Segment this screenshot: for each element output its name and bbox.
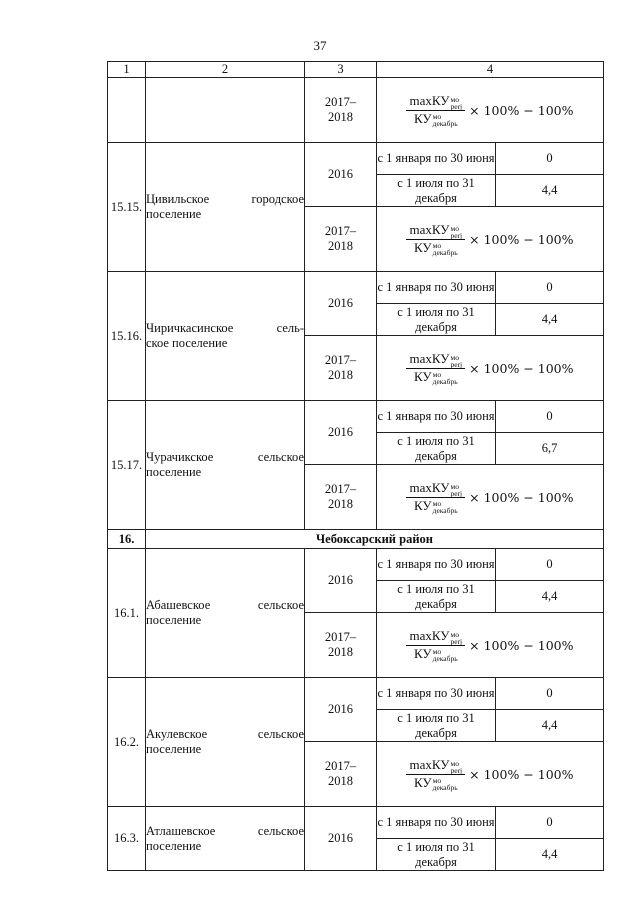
increase-value: 0 bbox=[496, 678, 604, 710]
period-range: с 1 января по 30 июня bbox=[377, 272, 496, 304]
period-range: с 1 января по 30 июня bbox=[377, 401, 496, 433]
period-range: с 1 июля по 31 декабря bbox=[377, 175, 496, 207]
settlement-name bbox=[146, 78, 305, 143]
increase-value: 0 bbox=[496, 143, 604, 175]
period-year: 2016 bbox=[305, 401, 377, 465]
period-range: с 1 января по 30 июня bbox=[377, 807, 496, 839]
increase-value: 0 bbox=[496, 549, 604, 581]
period-year: 2016 bbox=[305, 678, 377, 742]
period-range: с 1 июля по 31 декабря bbox=[377, 304, 496, 336]
period-range: с 1 января по 30 июня bbox=[377, 678, 496, 710]
period-range: с 1 июля по 31 декабря bbox=[377, 433, 496, 465]
formula-numerator: maxКУ мо perj bbox=[409, 480, 463, 498]
formula-tail: × 100% − 100% bbox=[469, 360, 574, 376]
increase-value: 4,4 bbox=[496, 710, 604, 742]
period-range: с 1 июля по 31 декабря bbox=[377, 839, 496, 871]
formula-cell bbox=[377, 465, 604, 530]
increase-formula bbox=[377, 93, 603, 126]
formula-fraction bbox=[406, 93, 465, 126]
period-years: 2017– 2018 bbox=[305, 613, 377, 678]
period-years: 2017– 2018 bbox=[305, 465, 377, 530]
period-year: 2016 bbox=[305, 807, 377, 871]
increase-value: 6,7 bbox=[496, 433, 604, 465]
period-range: с 1 января по 30 июня bbox=[377, 549, 496, 581]
formula-tail: × 100% − 100% bbox=[469, 102, 574, 118]
period-year: 2016 bbox=[305, 549, 377, 613]
formula-tail: × 100% − 100% bbox=[469, 231, 574, 247]
settlement-name: Атлашевское сельское поселение bbox=[146, 807, 305, 871]
period-years: 2017– 2018 bbox=[305, 78, 377, 143]
table-row bbox=[108, 272, 604, 304]
increase-value: 0 bbox=[496, 807, 604, 839]
formula-cell bbox=[377, 78, 604, 143]
settlement-name: Абашевское сельское поселение bbox=[146, 549, 305, 678]
increase-formula bbox=[377, 480, 603, 513]
period-years: 2017– 2018 bbox=[305, 336, 377, 401]
period-range: с 1 июля по 31 декабря bbox=[377, 710, 496, 742]
formula-cell bbox=[377, 207, 604, 272]
row-number: 16.2. bbox=[108, 678, 146, 807]
formula-fraction bbox=[406, 757, 465, 790]
increase-formula bbox=[377, 222, 603, 255]
increase-formula bbox=[377, 628, 603, 661]
section-number: 16. bbox=[108, 530, 146, 549]
header-col-1: 1 bbox=[108, 62, 146, 78]
formula-fraction bbox=[406, 628, 465, 661]
row-number: 15.15. bbox=[108, 143, 146, 272]
formula-denominator: КУ мо декабрь bbox=[414, 239, 458, 257]
increase-value: 4,4 bbox=[496, 581, 604, 613]
table-row bbox=[108, 401, 604, 433]
formula-denominator: КУ мо декабрь bbox=[414, 110, 458, 128]
formula-denominator: КУ мо декабрь bbox=[414, 497, 458, 515]
formula-fraction bbox=[406, 351, 465, 384]
formula-tail: × 100% − 100% bbox=[469, 766, 574, 782]
increase-value: 4,4 bbox=[496, 175, 604, 207]
period-years: 2017– 2018 bbox=[305, 207, 377, 272]
settlement-name: Чиричкасинское сель- ское поселение bbox=[146, 272, 305, 401]
period-years: 2017– 2018 bbox=[305, 742, 377, 807]
formula-cell bbox=[377, 336, 604, 401]
formula-numerator: maxКУ мо perj bbox=[409, 757, 463, 775]
formula-denominator: КУ мо декабрь bbox=[414, 368, 458, 386]
header-col-4: 4 bbox=[377, 62, 604, 78]
table-row bbox=[108, 78, 604, 143]
page-number: 37 bbox=[313, 38, 327, 53]
formula-numerator: maxКУ мо perj bbox=[409, 628, 463, 646]
header-row bbox=[108, 62, 604, 78]
row-number: 15.16. bbox=[108, 272, 146, 401]
formula-fraction bbox=[406, 480, 465, 513]
increase-value: 4,4 bbox=[496, 839, 604, 871]
formula-tail: × 100% − 100% bbox=[469, 489, 574, 505]
increase-value: 0 bbox=[496, 272, 604, 304]
section-title: Чебоксарский район bbox=[146, 530, 604, 549]
period-range: с 1 июля по 31 декабря bbox=[377, 581, 496, 613]
table-row bbox=[108, 678, 604, 710]
formula-denominator: КУ мо декабрь bbox=[414, 774, 458, 792]
period-year: 2016 bbox=[305, 272, 377, 336]
formula-cell bbox=[377, 742, 604, 807]
formula-numerator: maxКУ мо perj bbox=[409, 351, 463, 369]
increase-value: 0 bbox=[496, 401, 604, 433]
settlement-name: Акулевское сельское поселение bbox=[146, 678, 305, 807]
section-row bbox=[108, 530, 604, 549]
increase-formula bbox=[377, 757, 603, 790]
tariff-table bbox=[107, 61, 604, 871]
formula-fraction bbox=[406, 222, 465, 255]
table-row bbox=[108, 143, 604, 175]
increase-value: 4,4 bbox=[496, 304, 604, 336]
header-col-3: 3 bbox=[305, 62, 377, 78]
formula-cell bbox=[377, 613, 604, 678]
settlement-name: Чурачикское сельское поселение bbox=[146, 401, 305, 530]
table-row bbox=[108, 807, 604, 839]
row-number bbox=[108, 78, 146, 143]
header-col-2: 2 bbox=[146, 62, 305, 78]
period-year: 2016 bbox=[305, 143, 377, 207]
formula-numerator: maxКУ мо perj bbox=[409, 222, 463, 240]
formula-numerator: maxКУ мо perj bbox=[409, 93, 463, 111]
increase-formula bbox=[377, 351, 603, 384]
formula-tail: × 100% − 100% bbox=[469, 637, 574, 653]
table-row bbox=[108, 549, 604, 581]
formula-denominator: КУ мо декабрь bbox=[414, 645, 458, 663]
row-number: 16.1. bbox=[108, 549, 146, 678]
row-number: 16.3. bbox=[108, 807, 146, 871]
row-number: 15.17. bbox=[108, 401, 146, 530]
settlement-name: Цивильское городское поселение bbox=[146, 143, 305, 272]
period-range: с 1 января по 30 июня bbox=[377, 143, 496, 175]
